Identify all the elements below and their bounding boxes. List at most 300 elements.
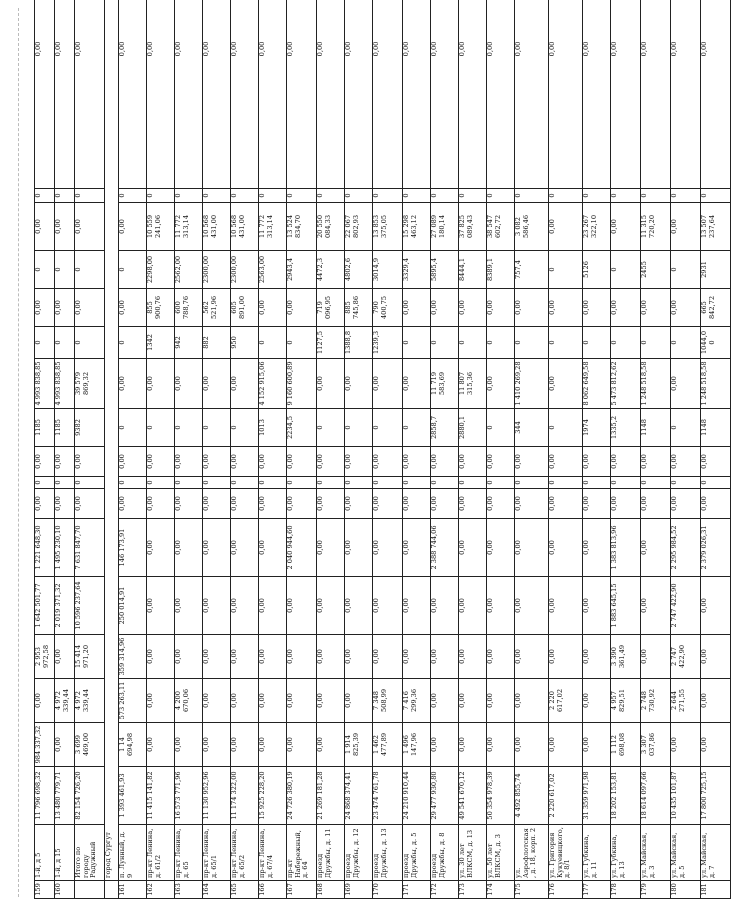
row-number: 181 xyxy=(701,881,731,899)
value-cell-12: 1044,00 xyxy=(701,327,731,359)
value-cell-2: 0,00 xyxy=(55,723,75,767)
value-cell-6: 0,00 xyxy=(515,519,549,577)
value-cell-8: 0 xyxy=(549,477,583,489)
value-cell-9: 0,00 xyxy=(203,447,231,477)
value-cell-6: 0,00 xyxy=(583,519,611,577)
value-cell-6: 0,00 xyxy=(203,519,231,577)
value-cell-10: 0 xyxy=(317,409,345,447)
value-cell-12: 882 xyxy=(203,327,231,359)
value-cell-9: 0,00 xyxy=(55,447,75,477)
value-cell-4: 0,00 xyxy=(203,635,231,679)
value-cell-16: 0 xyxy=(487,189,515,203)
value-cell-4: 0,00 xyxy=(431,635,459,679)
value-cell-12: 1127,5 xyxy=(317,327,345,359)
value-cell-6: 0,00 xyxy=(345,519,373,577)
value-cell-13: 562 521,96 xyxy=(203,289,231,327)
table-row xyxy=(671,0,701,899)
value-cell-8: 0 xyxy=(203,477,231,489)
value-cell-10: 1185 xyxy=(35,409,55,447)
value-cell-16: 0 xyxy=(175,189,203,203)
value-cell-16: 0 xyxy=(35,189,55,203)
value-cell-7: 0,00 xyxy=(203,489,231,519)
value-cell-11: 0,00 xyxy=(119,359,147,409)
document-page xyxy=(34,6,716,899)
value-cell-11: 0,00 xyxy=(403,359,431,409)
value-cell-10: 0 xyxy=(549,409,583,447)
value-cell-15: 10 568 431,00 xyxy=(203,203,231,251)
value-cell-10: 2880,1 xyxy=(459,409,487,447)
value-cell-9: 0,00 xyxy=(487,447,515,477)
value-cell-3: 0,00 xyxy=(231,679,259,723)
value-cell-4: 0,00 xyxy=(641,635,671,679)
value-cell-14: 2298,00 xyxy=(147,251,175,289)
value-cell-2: 0,00 xyxy=(175,723,203,767)
value-cell-16: 0 xyxy=(701,189,731,203)
value-cell-9: 0,00 xyxy=(373,447,403,477)
value-cell-13: 719 096,95 xyxy=(317,289,345,327)
value-cell-12: 0 xyxy=(55,327,75,359)
value-cell-4: 0,00 xyxy=(287,635,317,679)
value-cell-1: 49 541 670,12 xyxy=(459,767,487,825)
value-cell-2: 0,00 xyxy=(431,723,459,767)
address-cell: ул. Майская, д. 3 xyxy=(641,825,671,881)
value-cell-3: 4 957 829,51 xyxy=(611,679,641,723)
value-cell-3: 0,00 xyxy=(701,679,731,723)
value-cell-10: 0 xyxy=(231,409,259,447)
value-cell-15: 13 507 237,64 xyxy=(701,203,731,251)
value-cell-6: 0,00 xyxy=(317,519,345,577)
value-cell-8: 0 xyxy=(75,477,105,489)
value-cell-17: 0,00 xyxy=(459,0,487,189)
row-number: 171 xyxy=(403,881,431,899)
value-cell-17: 0,00 xyxy=(641,0,671,189)
value-cell-5: 0,00 xyxy=(431,577,459,635)
value-cell-9: 0,00 xyxy=(75,447,105,477)
value-cell-16: 0 xyxy=(611,189,641,203)
value-cell-15: 0,00 xyxy=(35,203,55,251)
value-cell-9: 0,00 xyxy=(147,447,175,477)
value-cell-9: 0,00 xyxy=(583,447,611,477)
table-row xyxy=(75,0,105,899)
address-cell: ул. Майская, д. 7 xyxy=(701,825,731,881)
value-cell-7: 0,00 xyxy=(317,489,345,519)
value-cell-9: 0,00 xyxy=(403,447,431,477)
value-cell-4: 15 414 971,20 xyxy=(75,635,105,679)
value-cell-6: 2 040 944,60 xyxy=(287,519,317,577)
value-cell-16: 0 xyxy=(459,189,487,203)
value-cell-8: 0 xyxy=(345,477,373,489)
table-row xyxy=(373,0,403,899)
value-cell-13: 600 788,76 xyxy=(175,289,203,327)
value-cell-6: 0,00 xyxy=(641,519,671,577)
capital-repair-table xyxy=(34,0,731,899)
address-cell: ул. Григория Кукуевицкого, д. 8/1 xyxy=(549,825,583,881)
value-cell-15: 0,00 xyxy=(119,203,147,251)
value-cell-14: 2455 xyxy=(641,251,671,289)
value-cell-17: 0,00 xyxy=(583,0,611,189)
value-cell-4: 0,00 xyxy=(583,635,611,679)
value-cell-1: 11 796 698,32 xyxy=(35,767,55,825)
address-cell: пр-кт Ленина, д. 65/1 xyxy=(203,825,231,881)
value-cell-16: 0 xyxy=(119,189,147,203)
value-cell-17: 0,00 xyxy=(611,0,641,189)
value-cell-6: 1 495 230,10 xyxy=(55,519,75,577)
value-cell-14: 2300,00 xyxy=(231,251,259,289)
value-cell-12: 0 xyxy=(549,327,583,359)
value-cell-7: 0,00 xyxy=(231,489,259,519)
value-cell-4: 0,00 xyxy=(373,635,403,679)
value-cell-10: 1185 xyxy=(55,409,75,447)
value-cell-2: 0,00 xyxy=(515,723,549,767)
value-cell-14: 2563,00 xyxy=(259,251,287,289)
value-cell-11: 0,00 xyxy=(231,359,259,409)
address-cell: ул. Губкина, д. 11 xyxy=(583,825,611,881)
value-cell-13: 0,00 xyxy=(431,289,459,327)
value-cell-3: 2 220 617,02 xyxy=(549,679,583,723)
value-cell-5: 0,00 xyxy=(345,577,373,635)
address-cell: ул. Губкина, д. 13 xyxy=(611,825,641,881)
value-cell-15: 37 825 089,43 xyxy=(459,203,487,251)
value-cell-14: 2562,00 xyxy=(175,251,203,289)
value-cell-9: 0,00 xyxy=(515,447,549,477)
value-cell-11: 11 807 315,36 xyxy=(459,359,487,409)
value-cell-7: 0,00 xyxy=(515,489,549,519)
table-row xyxy=(459,0,487,899)
table-row xyxy=(431,0,459,899)
table-row xyxy=(345,0,373,899)
value-cell-7: 0,00 xyxy=(259,489,287,519)
table-row xyxy=(175,0,203,899)
value-cell-4: 0,00 xyxy=(459,635,487,679)
value-cell-13: 605 891,00 xyxy=(231,289,259,327)
value-cell-13: 0,00 xyxy=(671,289,701,327)
value-cell-6: 2 388 744,06 xyxy=(431,519,459,577)
table-row xyxy=(701,0,731,899)
address-cell: проезд Дружбы, д. 11 xyxy=(317,825,345,881)
value-cell-14: 0 xyxy=(611,251,641,289)
value-cell-1: 1 393 461,93 xyxy=(119,767,147,825)
value-cell-5: 0,00 xyxy=(287,577,317,635)
row-number xyxy=(75,881,105,899)
value-cell-5: 0,00 xyxy=(487,577,515,635)
value-cell-13: 0,00 xyxy=(259,289,287,327)
value-cell-12: 0 xyxy=(671,327,701,359)
value-cell-4: 0,00 xyxy=(345,635,373,679)
address-cell: проезд Дружбы, д. 13 xyxy=(373,825,403,881)
value-cell-7: 0,00 xyxy=(147,489,175,519)
value-cell-11: 0,00 xyxy=(549,359,583,409)
address-cell: пр-кт Ленина, д. 65/2 xyxy=(231,825,259,881)
value-cell-15: 0,00 xyxy=(549,203,583,251)
value-cell-7: 0,00 xyxy=(549,489,583,519)
value-cell-7: 0,00 xyxy=(701,489,731,519)
value-cell-6: 2 295 984,52 xyxy=(671,519,701,577)
value-cell-11: 4 152 915,06 xyxy=(259,359,287,409)
value-cell-15: 38 547 602,72 xyxy=(487,203,515,251)
value-cell-3: 4 200 670,06 xyxy=(175,679,203,723)
address-cell: ул. 50 лет ВЛКСМ, д. 3 xyxy=(487,825,515,881)
value-cell-9: 0,00 xyxy=(259,447,287,477)
value-cell-8: 0 xyxy=(487,477,515,489)
value-cell-6: 0,00 xyxy=(549,519,583,577)
row-number: 178 xyxy=(611,881,641,899)
value-cell-16: 0 xyxy=(671,189,701,203)
value-cell-15: 10 568 431,00 xyxy=(231,203,259,251)
value-cell-3: 0,00 xyxy=(345,679,373,723)
value-cell-8: 0 xyxy=(641,477,671,489)
value-cell-13: 0,00 xyxy=(515,289,549,327)
value-cell-12: 0 xyxy=(287,327,317,359)
value-cell-8: 0 xyxy=(35,477,55,489)
value-cell-9: 0,00 xyxy=(317,447,345,477)
value-cell-17: 0,00 xyxy=(175,0,203,189)
value-cell-1: 18 202 153,81 xyxy=(611,767,641,825)
row-number: 170 xyxy=(373,881,403,899)
value-cell-3: 2 644 271,55 xyxy=(671,679,701,723)
value-cell-2: 1 496 147,96 xyxy=(403,723,431,767)
value-cell-9: 0,00 xyxy=(119,447,147,477)
value-cell-3: 0,00 xyxy=(147,679,175,723)
row-number: 161 xyxy=(119,881,147,899)
table-row xyxy=(55,0,75,899)
value-cell-3: 0,00 xyxy=(287,679,317,723)
value-cell-17: 0,00 xyxy=(701,0,731,189)
value-cell-2: 0,00 xyxy=(583,723,611,767)
value-cell-5: 0,00 xyxy=(583,577,611,635)
value-cell-16: 0 xyxy=(403,189,431,203)
value-cell-14: 0 xyxy=(671,251,701,289)
value-cell-15: 0,00 xyxy=(75,203,105,251)
value-cell-2: 0,00 xyxy=(231,723,259,767)
table-row xyxy=(147,0,175,899)
value-cell-3: 0,00 xyxy=(459,679,487,723)
value-cell-10: 0 xyxy=(119,409,147,447)
address-cell: Итого по городу Радужный xyxy=(75,825,105,881)
value-cell-11: 8 062 649,58 xyxy=(583,359,611,409)
value-cell-16: 0 xyxy=(583,189,611,203)
value-cell-13: 0,00 xyxy=(119,289,147,327)
value-cell-12: 950 xyxy=(231,327,259,359)
value-cell-5: 10 596 237,64 xyxy=(75,577,105,635)
section-row xyxy=(105,0,119,899)
value-cell-1: 18 614 097,66 xyxy=(641,767,671,825)
table-row xyxy=(515,0,549,899)
value-cell-7: 0,00 xyxy=(287,489,317,519)
value-cell-4: 3 390 361,49 xyxy=(611,635,641,679)
value-cell-1: 24 726 380,19 xyxy=(287,767,317,825)
value-cell-10: 2858,7 xyxy=(431,409,459,447)
value-cell-1: 17 800 725,15 xyxy=(701,767,731,825)
value-cell-7: 0,00 xyxy=(119,489,147,519)
row-number: 168 xyxy=(317,881,345,899)
value-cell-5: 2 747 422,90 xyxy=(671,577,701,635)
value-cell-16: 0 xyxy=(55,189,75,203)
value-cell-14: 2943,4 xyxy=(287,251,317,289)
value-cell-10: 0 xyxy=(671,409,701,447)
value-cell-6: 7 631 847,70 xyxy=(75,519,105,577)
value-cell-5: 1 642 501,77 xyxy=(35,577,55,635)
value-cell-11: 5 473 812,62 xyxy=(611,359,641,409)
value-cell-14: 4472,3 xyxy=(317,251,345,289)
address-cell: ул. Аэрофлотская, д. 18, корп. 2 xyxy=(515,825,549,881)
value-cell-13: 0,00 xyxy=(611,289,641,327)
cell-blank xyxy=(105,881,119,899)
value-cell-7: 0,00 xyxy=(641,489,671,519)
value-cell-16: 0 xyxy=(549,189,583,203)
value-cell-12: 1239,3 xyxy=(373,327,403,359)
value-cell-3: 0,00 xyxy=(583,679,611,723)
value-cell-3: 7 348 508,99 xyxy=(373,679,403,723)
value-cell-6: 0,00 xyxy=(147,519,175,577)
value-cell-16: 0 xyxy=(317,189,345,203)
address-cell: проезд Дружбы, д. 5 xyxy=(403,825,431,881)
value-cell-16: 0 xyxy=(203,189,231,203)
value-cell-3: 4 972 339,44 xyxy=(55,679,75,723)
value-cell-10: 9382 xyxy=(75,409,105,447)
value-cell-1: 31 359 971,98 xyxy=(583,767,611,825)
table-row xyxy=(231,0,259,899)
value-cell-15: 11 315 720,20 xyxy=(641,203,671,251)
value-cell-2: 0,00 xyxy=(487,723,515,767)
value-cell-13: 0,00 xyxy=(583,289,611,327)
table-row xyxy=(317,0,345,899)
value-cell-7: 0,00 xyxy=(345,489,373,519)
row-number: 179 xyxy=(641,881,671,899)
value-cell-8: 0 xyxy=(701,477,731,489)
value-cell-1: 16 573 771,96 xyxy=(175,767,203,825)
value-cell-17: 0,00 xyxy=(203,0,231,189)
row-number: 180 xyxy=(671,881,701,899)
value-cell-8: 0 xyxy=(583,477,611,489)
value-cell-17: 0,00 xyxy=(487,0,515,189)
address-cell: 1-й, д 15 xyxy=(55,825,75,881)
value-cell-1: 11 174 322,00 xyxy=(231,767,259,825)
address-cell: ул. 30 лет ВЛКСМ, д. 13 xyxy=(459,825,487,881)
value-cell-1: 50 354 978,39 xyxy=(487,767,515,825)
value-cell-16: 0 xyxy=(231,189,259,203)
value-cell-12: 0 xyxy=(487,327,515,359)
address-cell: ул. Майская, д. 5 xyxy=(671,825,701,881)
value-cell-5: 0,00 xyxy=(641,577,671,635)
value-cell-8: 0 xyxy=(231,477,259,489)
value-cell-3: 0,00 xyxy=(203,679,231,723)
value-cell-10: 0 xyxy=(203,409,231,447)
value-cell-3: 0,00 xyxy=(259,679,287,723)
value-cell-4: 0,00 xyxy=(403,635,431,679)
value-cell-2: 1 112 698,08 xyxy=(611,723,641,767)
value-cell-4: 2 953 972,58 xyxy=(35,635,55,679)
value-cell-5: 0,00 xyxy=(515,577,549,635)
value-cell-17: 0,00 xyxy=(515,0,549,189)
value-cell-8: 0 xyxy=(431,477,459,489)
value-cell-17: 0,00 xyxy=(403,0,431,189)
value-cell-11: 39 579 869,32 xyxy=(75,359,105,409)
value-cell-4: 2 747 422,90 xyxy=(671,635,701,679)
value-cell-13: 0,00 xyxy=(641,289,671,327)
value-cell-5: 1 883 645,15 xyxy=(611,577,641,635)
table-row xyxy=(611,0,641,899)
value-cell-5: 0,00 xyxy=(317,577,345,635)
value-cell-14: 0 xyxy=(35,251,55,289)
row-number: 163 xyxy=(175,881,203,899)
table-row xyxy=(35,0,55,899)
value-cell-11: 4 993 838,85 xyxy=(35,359,55,409)
value-cell-9: 0,00 xyxy=(175,447,203,477)
value-cell-16: 0 xyxy=(75,189,105,203)
value-cell-7: 0,00 xyxy=(583,489,611,519)
value-cell-10: 1013 xyxy=(259,409,287,447)
value-cell-5: 0,00 xyxy=(259,577,287,635)
value-cell-12: 0 xyxy=(119,327,147,359)
value-cell-4: 0,00 xyxy=(701,635,731,679)
row-number: 159 xyxy=(35,881,55,899)
value-cell-14: 757,4 xyxy=(515,251,549,289)
value-cell-13: 790 400,75 xyxy=(373,289,403,327)
value-cell-8: 0 xyxy=(259,477,287,489)
value-cell-2: 1 914 825,39 xyxy=(345,723,373,767)
value-cell-7: 0,00 xyxy=(459,489,487,519)
value-cell-6: 0,00 xyxy=(459,519,487,577)
value-cell-8: 0 xyxy=(611,477,641,489)
value-cell-12: 0 xyxy=(431,327,459,359)
value-cell-11: 0,00 xyxy=(345,359,373,409)
value-cell-4: 359 314,96 xyxy=(119,635,147,679)
row-number: 164 xyxy=(203,881,231,899)
value-cell-10: 1148 xyxy=(641,409,671,447)
table-row xyxy=(287,0,317,899)
value-cell-8: 0 xyxy=(147,477,175,489)
table-row xyxy=(259,0,287,899)
value-cell-17: 0,00 xyxy=(147,0,175,189)
table-row xyxy=(583,0,611,899)
value-cell-9: 0,00 xyxy=(549,447,583,477)
value-cell-5: 0,00 xyxy=(701,577,731,635)
value-cell-8: 0 xyxy=(373,477,403,489)
value-cell-9: 0,00 xyxy=(701,447,731,477)
value-cell-4: 0,00 xyxy=(487,635,515,679)
value-cell-17: 0,00 xyxy=(345,0,373,189)
value-cell-2: 0,00 xyxy=(701,723,731,767)
value-cell-14: 8444,1 xyxy=(459,251,487,289)
value-cell-3: 2 748 730,92 xyxy=(641,679,671,723)
value-cell-15: 23 267 322,10 xyxy=(583,203,611,251)
table-row xyxy=(487,0,515,899)
value-cell-10: 0 xyxy=(345,409,373,447)
address-cell: пр-кт Набережный, д. 64 xyxy=(287,825,317,881)
value-cell-5: 0,00 xyxy=(373,577,403,635)
value-cell-17: 0,00 xyxy=(75,0,105,189)
value-cell-1: 13 480 779,71 xyxy=(55,767,75,825)
value-cell-15: 13 524 834,70 xyxy=(287,203,317,251)
value-cell-14: 8389,1 xyxy=(487,251,515,289)
address-cell: п. Лунный, д. 9 xyxy=(119,825,147,881)
value-cell-2: 0,00 xyxy=(317,723,345,767)
value-cell-5: 0,00 xyxy=(175,577,203,635)
value-cell-1: 4 492 855,74 xyxy=(515,767,549,825)
value-cell-2: 3 699 469,00 xyxy=(75,723,105,767)
value-cell-14: 0 xyxy=(55,251,75,289)
value-cell-17: 0,00 xyxy=(231,0,259,189)
value-cell-15: 10 559 241,06 xyxy=(147,203,175,251)
value-cell-15: 0,00 xyxy=(611,203,641,251)
value-cell-2: 0,00 xyxy=(203,723,231,767)
value-cell-17: 0,00 xyxy=(55,0,75,189)
value-cell-17: 0,00 xyxy=(373,0,403,189)
row-number: 173 xyxy=(459,881,487,899)
value-cell-2: 0,00 xyxy=(287,723,317,767)
value-cell-1: 29 477 930,80 xyxy=(431,767,459,825)
value-cell-3: 0,00 xyxy=(487,679,515,723)
